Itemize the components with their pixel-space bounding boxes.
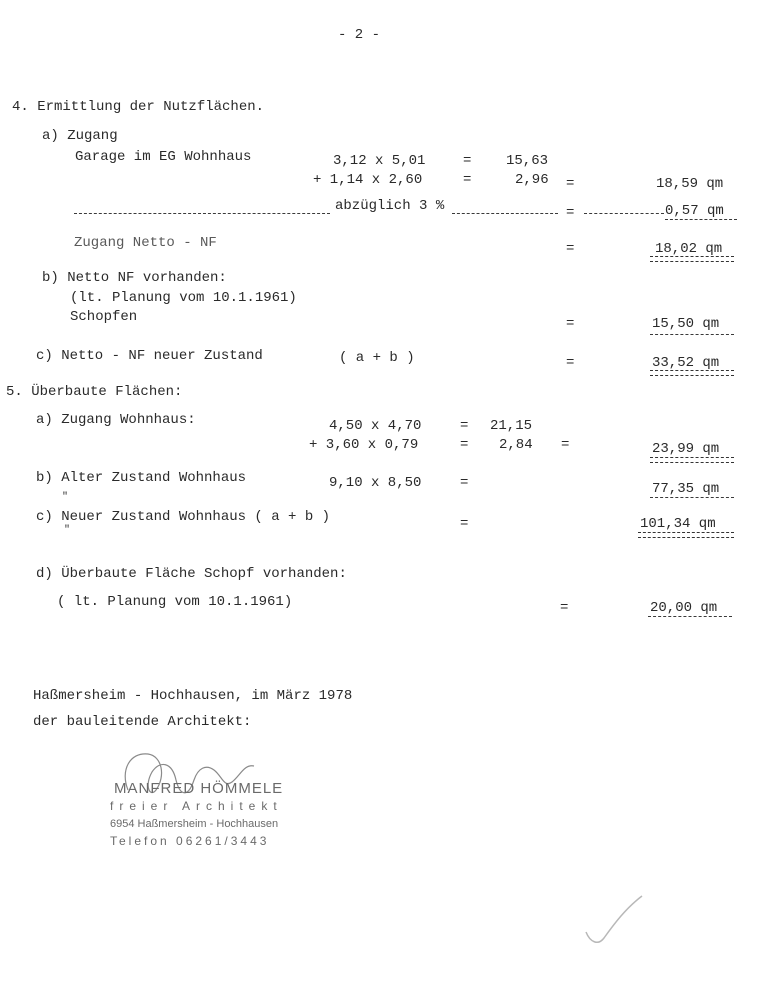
section-5a-label: a) Zugang Wohnhaus: bbox=[36, 412, 196, 428]
section-4b-value: 15,50 qm bbox=[652, 316, 720, 332]
dashed-rule bbox=[584, 213, 664, 214]
equals-sign: = bbox=[561, 437, 570, 453]
section-5d-value: 20,00 qm bbox=[650, 600, 718, 616]
double-underline bbox=[638, 532, 734, 538]
section-4a-subtotal: 18,59 qm bbox=[656, 176, 724, 192]
equals-sign: = bbox=[460, 418, 469, 434]
section-5a-line1-value: 21,15 bbox=[490, 418, 533, 434]
signatory-role: der bauleitende Architekt: bbox=[33, 714, 252, 730]
netto-value: 18,02 qm bbox=[655, 241, 723, 257]
netto-label: Zugang Netto - NF bbox=[74, 235, 217, 251]
section-4c-label: c) Netto - NF neuer Zustand bbox=[36, 348, 263, 364]
section-4a-line1-value: 15,63 bbox=[506, 153, 549, 169]
equals-sign: = bbox=[460, 475, 469, 491]
equals-sign: = bbox=[566, 241, 575, 257]
section-5c-value: 101,34 qm bbox=[640, 516, 716, 532]
stamp-title: freier Architekt bbox=[110, 799, 283, 813]
section-5c-label: c) Neuer Zustand Wohnhaus ( a + b ) bbox=[36, 509, 331, 525]
double-underline bbox=[650, 370, 734, 376]
page-number: - 2 - bbox=[338, 27, 381, 43]
section-4c-formula: ( a + b ) bbox=[339, 350, 415, 366]
section-5a-line2-value: 2,84 bbox=[499, 437, 533, 453]
section-5-title: 5. Überbaute Flächen: bbox=[6, 384, 183, 400]
section-4a-line2-value: 2,96 bbox=[515, 172, 549, 188]
equals-sign: = bbox=[566, 355, 575, 371]
section-5b-calc: 9,10 x 8,50 bbox=[329, 475, 422, 491]
dashed-rule bbox=[665, 219, 737, 220]
stamp-phone: Telefon 06261/3443 bbox=[110, 834, 270, 848]
section-5d-planning-note: ( lt. Planung vom 10.1.1961) bbox=[57, 594, 293, 610]
dashed-rule bbox=[650, 497, 734, 498]
section-4a-line1-label: Garage im EG Wohnhaus bbox=[75, 149, 252, 165]
double-underline bbox=[650, 256, 734, 262]
dashed-rule bbox=[452, 213, 558, 214]
section-5a-line1-calc: 4,50 x 4,70 bbox=[329, 418, 422, 434]
equals-sign: = bbox=[460, 437, 469, 453]
equals-sign: = bbox=[463, 172, 472, 188]
dashed-rule bbox=[74, 213, 330, 214]
stamp-address: 6954 Haßmersheim - Hochhausen bbox=[110, 818, 279, 830]
ditto-mark: " bbox=[62, 492, 69, 503]
deduction-label: abzüglich 3 % bbox=[335, 198, 445, 214]
check-mark-icon bbox=[580, 890, 650, 950]
section-4a-label: a) Zugang bbox=[42, 128, 118, 144]
dashed-rule bbox=[650, 334, 734, 335]
section-4b-planning-note: (lt. Planung vom 10.1.1961) bbox=[70, 290, 297, 306]
section-5b-value: 77,35 qm bbox=[652, 481, 720, 497]
section-4a-line1-calc: 3,12 x 5,01 bbox=[333, 153, 426, 169]
section-5a-total: 23,99 qm bbox=[652, 441, 720, 457]
equals-sign: = bbox=[566, 205, 575, 221]
section-4b-item: Schopfen bbox=[70, 309, 138, 325]
section-4b-label: b) Netto NF vorhanden: bbox=[42, 270, 227, 286]
ditto-mark: " bbox=[64, 525, 71, 536]
equals-sign: = bbox=[566, 316, 575, 332]
double-underline bbox=[650, 457, 734, 463]
equals-sign: = bbox=[566, 176, 575, 192]
equals-sign: = bbox=[560, 600, 569, 616]
section-4c-value: 33,52 qm bbox=[652, 355, 720, 371]
section-4-title: 4. Ermittlung der Nutzflächen. bbox=[12, 99, 265, 115]
place-and-date: Haßmersheim - Hochhausen, im März 1978 bbox=[33, 688, 353, 704]
section-5d-label: d) Überbaute Fläche Schopf vorhanden: bbox=[36, 566, 347, 582]
deduction-value: 0,57 qm bbox=[665, 203, 724, 219]
equals-sign: = bbox=[460, 516, 469, 532]
equals-sign: = bbox=[463, 153, 472, 169]
section-4a-line2-calc: + 1,14 x 2,60 bbox=[313, 172, 423, 188]
stamp-name: MANFRED HÖMMELE bbox=[114, 780, 284, 797]
section-5a-line2-calc: + 3,60 x 0,79 bbox=[309, 437, 419, 453]
section-5b-label: b) Alter Zustand Wohnhaus bbox=[36, 470, 247, 486]
dashed-rule bbox=[648, 616, 732, 617]
